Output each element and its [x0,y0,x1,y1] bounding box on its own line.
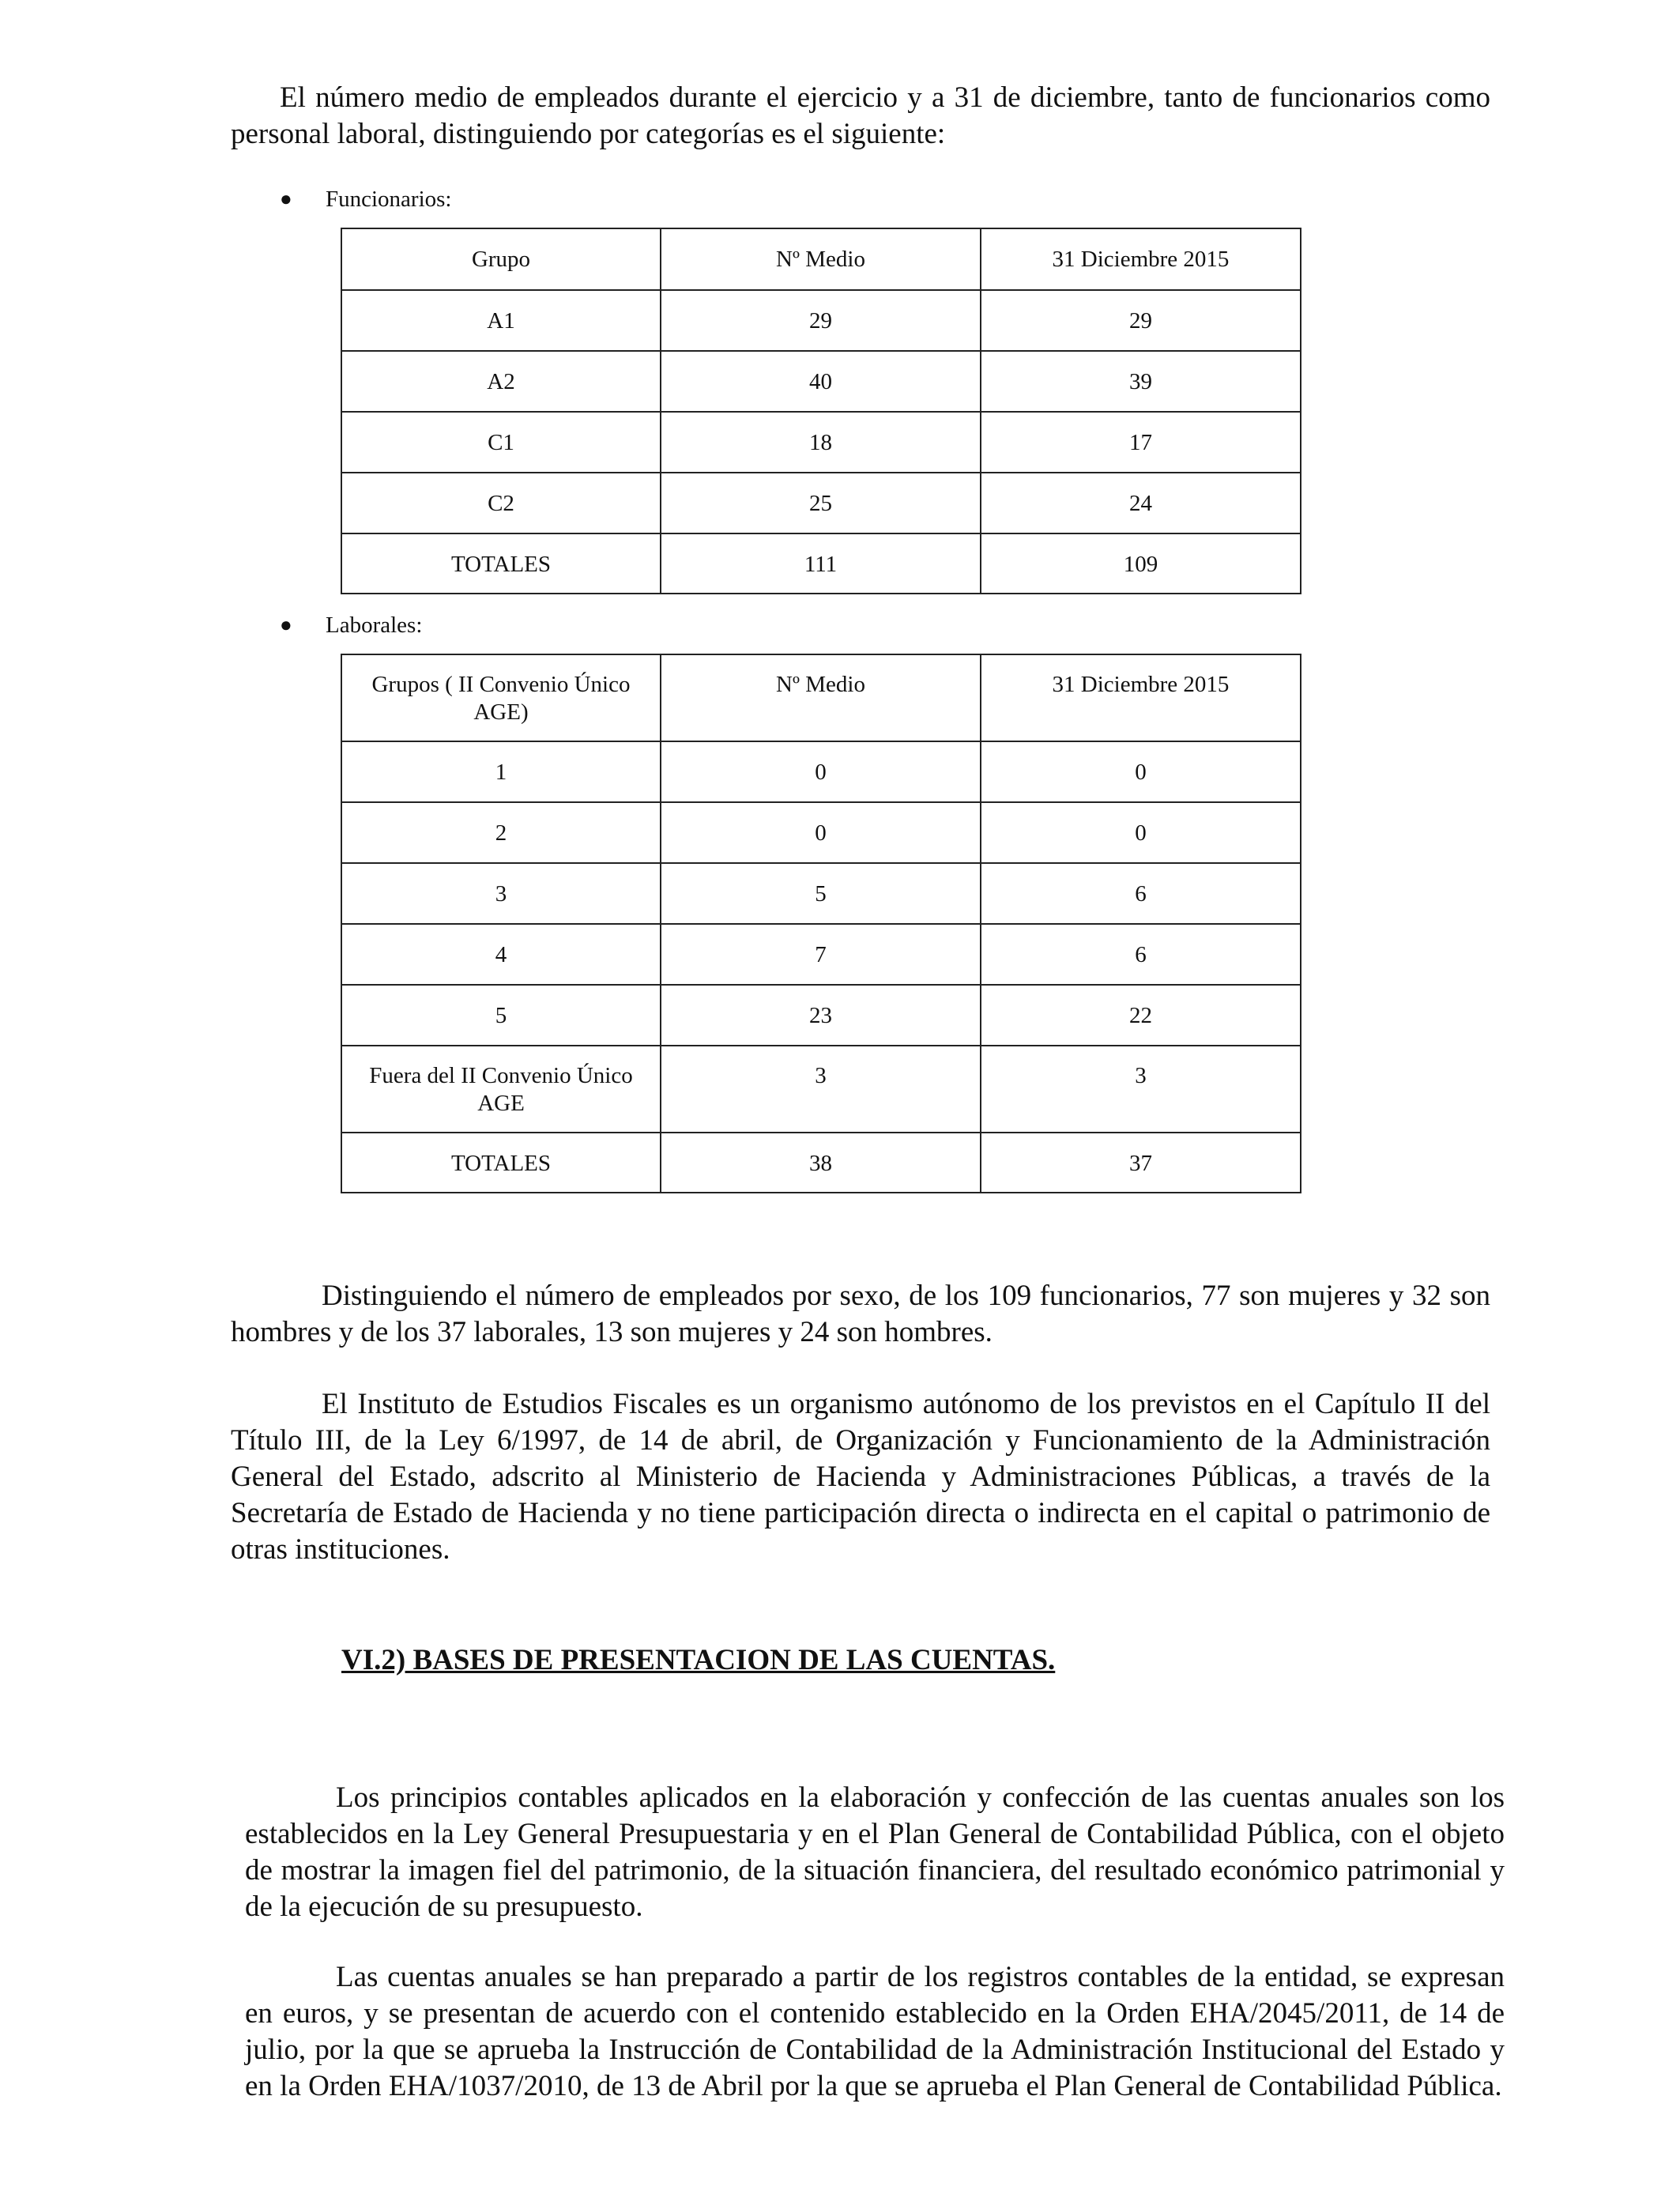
table-cell: TOTALES [341,1133,661,1193]
table-row [341,802,1301,863]
table-cell: C1 [341,412,661,473]
funcionarios-table [341,228,1301,594]
table-cell: 6 [981,863,1301,924]
header-cell: 31 Diciembre 2015 [981,228,1301,290]
table-cell: 5 [341,985,661,1046]
header-cell: Nº Medio [661,654,981,741]
table-cell: 0 [981,741,1301,802]
laborales-label: Laborales: [326,613,423,638]
table-cell: 0 [981,802,1301,863]
table-row [341,1046,1301,1133]
table-cell: 39 [981,351,1301,412]
table-cell: 111 [661,533,981,594]
table-row [341,351,1301,412]
principios-paragraph: Los principios contables aplicados en la elaboración y confección de las cuentas anuales son los establecidos en la Ley General Presupuestaria y en el Plan General de Contabilidad Pública, con el objeto de mostrar la imagen fiel del patrimonio, de la situación financiera, del resultado económico patrimonial y de la ejecución de su presupuesto. [245,1781,1505,1923]
table-cell: 23 [661,985,981,1046]
header-cell: Grupos ( II Convenio Único AGE) [341,654,661,741]
table-cell: 0 [661,802,981,863]
table-row [341,924,1301,985]
table-cell: 109 [981,533,1301,594]
table-row [341,863,1301,924]
header-cell: Grupo [341,228,661,290]
table-cell: C2 [341,473,661,533]
header-cell: 31 Diciembre 2015 [981,654,1301,741]
funcionarios-label: Funcionarios: [326,187,452,212]
table-cell: 17 [981,412,1301,473]
table-cell: 24 [981,473,1301,533]
table-cell: 4 [341,924,661,985]
table-row [341,1133,1301,1193]
sexo-paragraph: Distinguiendo el número de empleados por sexo, de los 109 funcionarios, 77 son mujeres y 32 son hombres y de los 37 laborales, 13 son mujeres y 24 son hombres. [231,1280,1490,1348]
instituto-paragraph: El Instituto de Estudios Fiscales es un organismo autónomo de los previstos en el Capítulo II del Título III, de la Ley 6/1997, de 14 de abril, de Organización y Funcionamiento de la Administración General del Estado, adscrito al Ministerio de Hacienda y Administraciones Públicas, a través de la Secretaría de Estado de Hacienda y no tiene participación directa o indirecta en el capital o patrimonio de otras instituciones. [231,1388,1490,1566]
table-cell: A1 [341,290,661,351]
laborales-table [341,654,1301,1193]
table-cell: 6 [981,924,1301,985]
bullet-icon: ● [280,187,292,210]
table-cell: 0 [661,741,981,802]
table-cell: 40 [661,351,981,412]
table-cell: 3 [341,863,661,924]
table-cell: 22 [981,985,1301,1046]
table-header-row [341,654,1301,741]
table-cell: 29 [981,290,1301,351]
table-cell: A2 [341,351,661,412]
header-cell: Nº Medio [661,228,981,290]
table-cell: 2 [341,802,661,863]
table-row [341,741,1301,802]
table-row [341,290,1301,351]
table-cell: 3 [981,1046,1301,1133]
table-row [341,985,1301,1046]
table-cell: Fuera del II Convenio Único AGE [341,1046,661,1133]
table-header-row [341,228,1301,290]
section-heading: VI.2) BASES DE PRESENTACION DE LAS CUENTAS. [341,1644,1056,1676]
intro-paragraph: El número medio de empleados durante el ejercicio y a 31 de diciembre, tanto de funcionarios como personal laboral, distinguiendo por categorías es el siguiente: [231,81,1490,150]
table-cell: 38 [661,1133,981,1193]
table-cell: 5 [661,863,981,924]
table-row [341,412,1301,473]
bullet-icon: ● [280,613,292,636]
cuentas-paragraph: Las cuentas anuales se han preparado a partir de los registros contables de la entidad, se expresan en euros, y se presentan de acuerdo con el contenido establecido en la Orden EHA/2045/2011, de 14 de julio, por la que se aprueba la Instrucción de Contabilidad de la Administración Institucional del Estado y en la Orden EHA/1037/2010, de 13 de Abril por la que se aprueba el Plan General de Contabilidad Pública. [245,1961,1505,2102]
table-cell: 25 [661,473,981,533]
table-row [341,473,1301,533]
table-row [341,533,1301,594]
table-cell: 3 [661,1046,981,1133]
table-cell: 29 [661,290,981,351]
table-cell: TOTALES [341,533,661,594]
table-cell: 7 [661,924,981,985]
table-cell: 1 [341,741,661,802]
table-cell: 37 [981,1133,1301,1193]
table-cell: 18 [661,412,981,473]
